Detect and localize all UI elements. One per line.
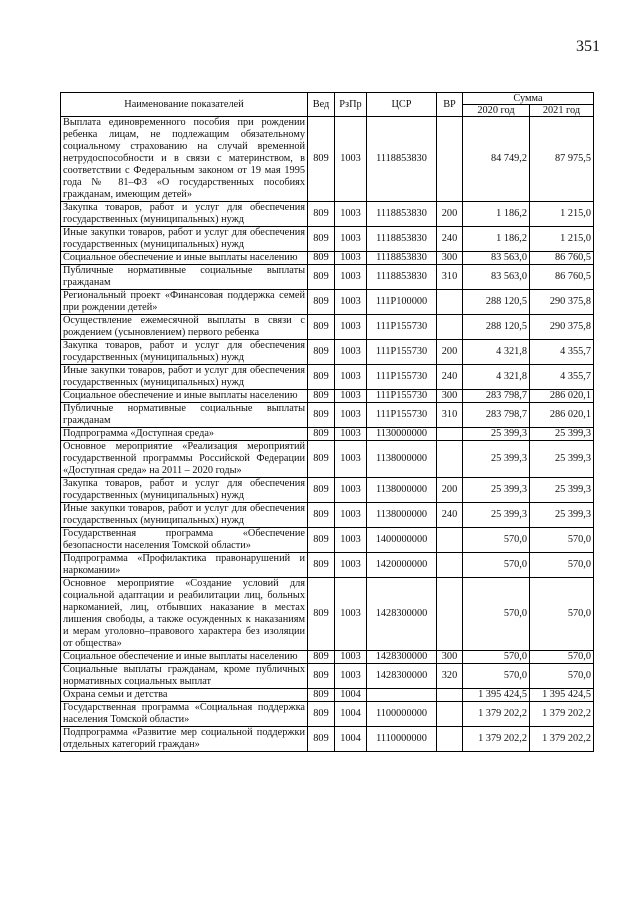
row-rzpr: 1003 — [335, 478, 367, 503]
row-sum-2020: 4 321,8 — [463, 340, 530, 365]
row-sum-2021: 286 020,1 — [530, 390, 594, 403]
row-sum-2020: 570,0 — [463, 664, 530, 689]
row-name: Иные закупки товаров, работ и услуг для обеспечения государственных (муниципальных) нужд — [61, 365, 308, 390]
table-row — [61, 553, 594, 578]
row-vr: 320 — [437, 664, 463, 689]
row-sum-2021: 286 020,1 — [530, 403, 594, 428]
row-rzpr: 1003 — [335, 117, 367, 202]
row-ved: 809 — [308, 227, 335, 252]
budget-table — [60, 92, 594, 752]
table-row — [61, 403, 594, 428]
row-sum-2020: 84 749,2 — [463, 117, 530, 202]
row-sum-2020: 570,0 — [463, 528, 530, 553]
table-row — [61, 290, 594, 315]
header-csr: ЦСР — [367, 93, 437, 117]
row-sum-2020: 4 321,8 — [463, 365, 530, 390]
row-vr — [437, 117, 463, 202]
row-sum-2021: 4 355,7 — [530, 365, 594, 390]
row-rzpr: 1003 — [335, 265, 367, 290]
row-sum-2021: 1 379 202,2 — [530, 702, 594, 727]
row-vr: 240 — [437, 365, 463, 390]
row-vr — [437, 702, 463, 727]
row-sum-2020: 83 563,0 — [463, 252, 530, 265]
row-vr: 240 — [437, 227, 463, 252]
row-ved: 809 — [308, 689, 335, 702]
table-row — [61, 340, 594, 365]
row-name: Социальное обеспечение и иные выплаты населению — [61, 390, 308, 403]
header-year-2021: 2021 год — [530, 105, 594, 117]
row-vr — [437, 290, 463, 315]
row-ved: 809 — [308, 651, 335, 664]
row-ved: 809 — [308, 365, 335, 390]
row-sum-2020: 283 798,7 — [463, 390, 530, 403]
table-row — [61, 252, 594, 265]
row-name: Публичные нормативные социальные выплаты гражданам — [61, 403, 308, 428]
row-name: Закупка товаров, работ и услуг для обеспечения государственных (муниципальных) нужд — [61, 340, 308, 365]
row-sum-2020: 570,0 — [463, 578, 530, 651]
row-csr: 111P155730 — [367, 340, 437, 365]
row-sum-2020: 570,0 — [463, 553, 530, 578]
row-name: Государственная программа «Обеспечение безопасности населения Томской области» — [61, 528, 308, 553]
row-sum-2021: 25 399,3 — [530, 503, 594, 528]
table-row — [61, 428, 594, 441]
row-ved: 809 — [308, 441, 335, 478]
row-vr: 300 — [437, 390, 463, 403]
row-name: Основное мероприятие «Реализация мероприятий государственной программы Российской Федерации «Доступная среда» на 2011 – 2020 годы» — [61, 441, 308, 478]
header-sum: Сумма — [463, 93, 594, 105]
row-sum-2021: 1 379 202,2 — [530, 727, 594, 752]
row-sum-2021: 87 975,5 — [530, 117, 594, 202]
row-ved: 809 — [308, 265, 335, 290]
row-sum-2021: 25 399,3 — [530, 428, 594, 441]
row-sum-2020: 288 120,5 — [463, 315, 530, 340]
row-sum-2020: 570,0 — [463, 651, 530, 664]
row-ved: 809 — [308, 702, 335, 727]
row-vr — [437, 727, 463, 752]
header-name: Наименование показателей — [61, 93, 308, 117]
row-name: Иные закупки товаров, работ и услуг для обеспечения государственных (муниципальных) нужд — [61, 227, 308, 252]
row-ved: 809 — [308, 553, 335, 578]
row-sum-2021: 290 375,8 — [530, 315, 594, 340]
row-sum-2020: 25 399,3 — [463, 428, 530, 441]
row-rzpr: 1003 — [335, 651, 367, 664]
header-rzpr: РзПр — [335, 93, 367, 117]
row-sum-2020: 1 379 202,2 — [463, 727, 530, 752]
row-sum-2020: 1 186,2 — [463, 227, 530, 252]
row-sum-2020: 25 399,3 — [463, 503, 530, 528]
row-sum-2020: 25 399,3 — [463, 441, 530, 478]
row-sum-2021: 290 375,8 — [530, 290, 594, 315]
row-rzpr: 1003 — [335, 441, 367, 478]
row-rzpr: 1003 — [335, 340, 367, 365]
row-ved: 809 — [308, 528, 335, 553]
table-row — [61, 702, 594, 727]
row-ved: 809 — [308, 503, 335, 528]
row-rzpr: 1003 — [335, 428, 367, 441]
row-csr: 1118853830 — [367, 265, 437, 290]
table-row — [61, 664, 594, 689]
row-name: Основное мероприятие «Создание условий для социальной адаптации и реабилитации лиц, больных наркоманией, лиц, отбывших наказание в местах лишения свободы, а также осужденных к наказаниям и мерам уголовно–правового характера без изоляции от общества» — [61, 578, 308, 651]
row-rzpr: 1003 — [335, 390, 367, 403]
table-row — [61, 727, 594, 752]
row-sum-2020: 1 186,2 — [463, 202, 530, 227]
row-sum-2021: 570,0 — [530, 578, 594, 651]
row-ved: 809 — [308, 290, 335, 315]
row-rzpr: 1003 — [335, 553, 367, 578]
row-csr: 1130000000 — [367, 428, 437, 441]
row-csr: 111P155730 — [367, 315, 437, 340]
row-sum-2020: 1 395 424,5 — [463, 689, 530, 702]
row-csr: 1118853830 — [367, 252, 437, 265]
row-csr: 1400000000 — [367, 528, 437, 553]
row-rzpr: 1003 — [335, 315, 367, 340]
row-name: Социальные выплаты гражданам, кроме публичных нормативных социальных выплат — [61, 664, 308, 689]
row-csr: 1428300000 — [367, 664, 437, 689]
row-ved: 809 — [308, 390, 335, 403]
row-rzpr: 1003 — [335, 578, 367, 651]
table-row — [61, 651, 594, 664]
row-csr: 1138000000 — [367, 478, 437, 503]
row-sum-2021: 570,0 — [530, 664, 594, 689]
row-sum-2021: 25 399,3 — [530, 478, 594, 503]
row-csr — [367, 689, 437, 702]
row-name: Подпрограмма «Развитие мер социальной поддержки отдельных категорий граждан» — [61, 727, 308, 752]
page-number: 351 — [576, 38, 600, 55]
row-vr — [437, 578, 463, 651]
row-name: Выплата единовременного пособия при рождении ребенка лицам, не подлежащим обязательному социальному страхованию на случай временной нетрудоспособности и в связи с материнством, в соответствии с Федеральным законом от 19 мая 1995 года № 81–ФЗ «О государственных пособиях гражданам, имеющим детей» — [61, 117, 308, 202]
row-ved: 809 — [308, 478, 335, 503]
row-vr: 310 — [437, 265, 463, 290]
row-csr: 1420000000 — [367, 553, 437, 578]
row-sum-2021: 570,0 — [530, 553, 594, 578]
row-ved: 809 — [308, 315, 335, 340]
row-vr — [437, 689, 463, 702]
row-rzpr: 1003 — [335, 528, 367, 553]
table-row — [61, 689, 594, 702]
row-name: Публичные нормативные социальные выплаты гражданам — [61, 265, 308, 290]
row-csr: 1428300000 — [367, 651, 437, 664]
table-row — [61, 227, 594, 252]
row-sum-2021: 25 399,3 — [530, 441, 594, 478]
row-rzpr: 1003 — [335, 227, 367, 252]
row-ved: 809 — [308, 202, 335, 227]
row-sum-2020: 283 798,7 — [463, 403, 530, 428]
row-rzpr: 1003 — [335, 202, 367, 227]
row-rzpr: 1003 — [335, 290, 367, 315]
table-row — [61, 202, 594, 227]
table-row — [61, 503, 594, 528]
row-rzpr: 1003 — [335, 664, 367, 689]
row-name: Региональный проект «Финансовая поддержка семей при рождении детей» — [61, 290, 308, 315]
table-header — [61, 93, 594, 117]
row-vr — [437, 315, 463, 340]
row-name: Социальное обеспечение и иные выплаты населению — [61, 651, 308, 664]
row-name: Иные закупки товаров, работ и услуг для обеспечения государственных (муниципальных) нужд — [61, 503, 308, 528]
table-row — [61, 315, 594, 340]
row-ved: 809 — [308, 117, 335, 202]
row-vr: 200 — [437, 340, 463, 365]
row-name: Подпрограмма «Доступная среда» — [61, 428, 308, 441]
row-rzpr: 1004 — [335, 727, 367, 752]
table-body — [61, 117, 594, 752]
row-vr: 240 — [437, 503, 463, 528]
header-vr: ВР — [437, 93, 463, 117]
table-row — [61, 265, 594, 290]
row-name: Государственная программа «Социальная поддержка населения Томской области» — [61, 702, 308, 727]
row-ved: 809 — [308, 340, 335, 365]
table-row — [61, 441, 594, 478]
row-sum-2020: 288 120,5 — [463, 290, 530, 315]
table-row — [61, 365, 594, 390]
row-rzpr: 1003 — [335, 252, 367, 265]
row-ved: 809 — [308, 403, 335, 428]
row-csr: 111P155730 — [367, 365, 437, 390]
header-ved: Вед — [308, 93, 335, 117]
row-vr — [437, 528, 463, 553]
row-ved: 809 — [308, 727, 335, 752]
row-csr: 1138000000 — [367, 503, 437, 528]
row-name: Социальное обеспечение и иные выплаты населению — [61, 252, 308, 265]
row-csr: 111P155730 — [367, 390, 437, 403]
row-rzpr: 1003 — [335, 365, 367, 390]
row-csr: 1118853830 — [367, 117, 437, 202]
table-row — [61, 578, 594, 651]
row-vr: 310 — [437, 403, 463, 428]
table-row — [61, 528, 594, 553]
row-csr: 1138000000 — [367, 441, 437, 478]
row-sum-2021: 1 215,0 — [530, 202, 594, 227]
row-csr: 1118853830 — [367, 227, 437, 252]
row-sum-2021: 86 760,5 — [530, 252, 594, 265]
row-csr: 1428300000 — [367, 578, 437, 651]
row-rzpr: 1004 — [335, 689, 367, 702]
row-name: Осуществление ежемесячной выплаты в связи с рождением (усыновлением) первого ребенка — [61, 315, 308, 340]
row-rzpr: 1004 — [335, 702, 367, 727]
row-rzpr: 1003 — [335, 503, 367, 528]
row-csr: 111P100000 — [367, 290, 437, 315]
row-csr: 111P155730 — [367, 403, 437, 428]
row-vr: 300 — [437, 252, 463, 265]
row-ved: 809 — [308, 664, 335, 689]
row-sum-2021: 570,0 — [530, 528, 594, 553]
row-sum-2020: 25 399,3 — [463, 478, 530, 503]
row-ved: 809 — [308, 252, 335, 265]
row-csr: 1100000000 — [367, 702, 437, 727]
table-row — [61, 117, 594, 202]
row-name: Охрана семьи и детства — [61, 689, 308, 702]
row-vr — [437, 553, 463, 578]
row-csr: 1110000000 — [367, 727, 437, 752]
row-name: Закупка товаров, работ и услуг для обеспечения государственных (муниципальных) нужд — [61, 478, 308, 503]
row-sum-2021: 570,0 — [530, 651, 594, 664]
table-row — [61, 390, 594, 403]
row-vr: 200 — [437, 202, 463, 227]
row-vr — [437, 428, 463, 441]
row-ved: 809 — [308, 428, 335, 441]
row-sum-2021: 1 395 424,5 — [530, 689, 594, 702]
header-year-2020: 2020 год — [463, 105, 530, 117]
row-vr: 300 — [437, 651, 463, 664]
row-name: Подпрограмма «Профилактика правонарушений и наркомании» — [61, 553, 308, 578]
row-sum-2020: 83 563,0 — [463, 265, 530, 290]
table-row — [61, 478, 594, 503]
row-name: Закупка товаров, работ и услуг для обеспечения государственных (муниципальных) нужд — [61, 202, 308, 227]
row-sum-2021: 1 215,0 — [530, 227, 594, 252]
row-rzpr: 1003 — [335, 403, 367, 428]
row-vr — [437, 441, 463, 478]
row-sum-2020: 1 379 202,2 — [463, 702, 530, 727]
row-vr: 200 — [437, 478, 463, 503]
row-sum-2021: 4 355,7 — [530, 340, 594, 365]
row-csr: 1118853830 — [367, 202, 437, 227]
row-sum-2021: 86 760,5 — [530, 265, 594, 290]
row-ved: 809 — [308, 578, 335, 651]
